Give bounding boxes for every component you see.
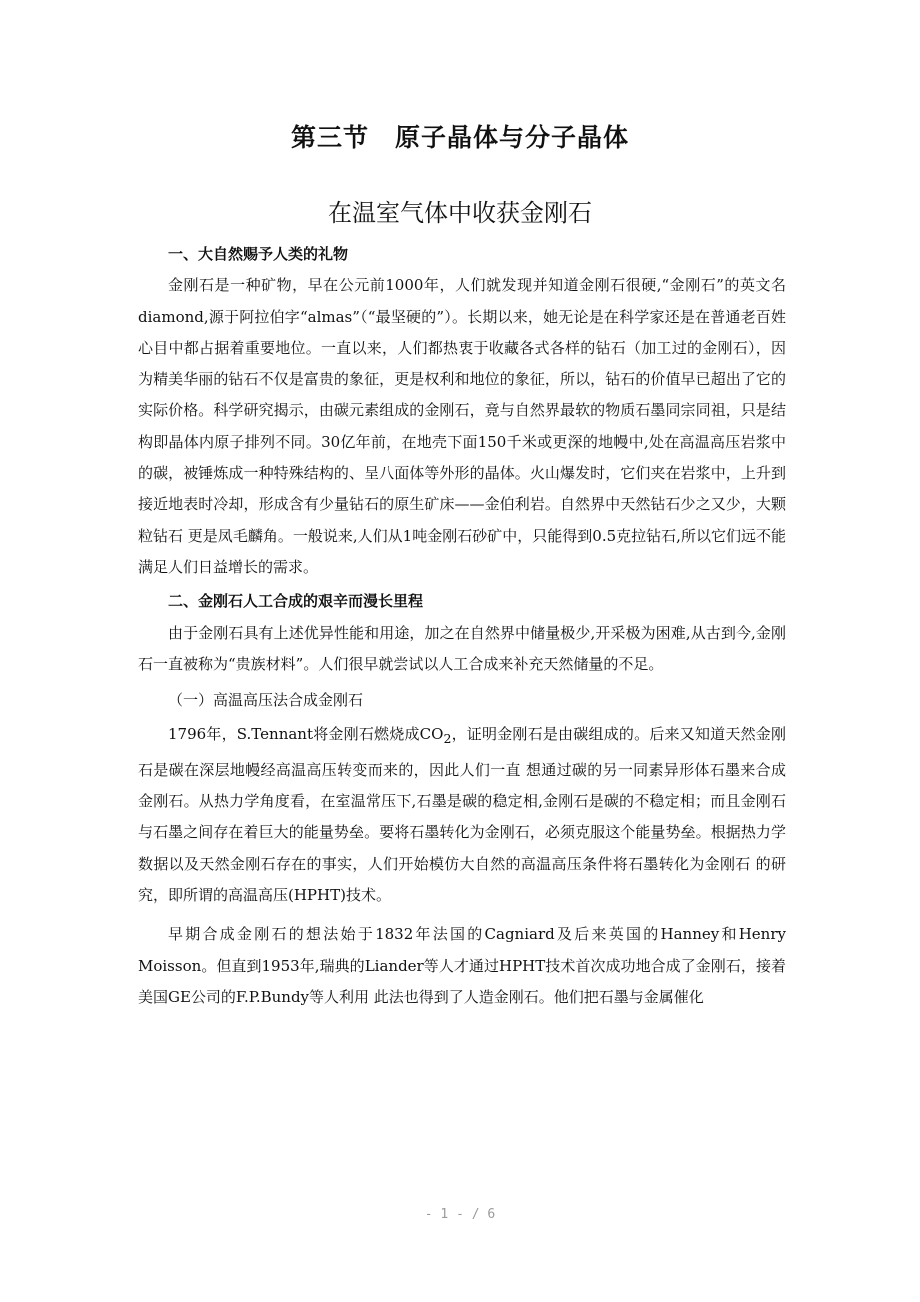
paragraph-early-synthesis: 早期合成金刚石的想法始于1832年法国的Cagniard及后来英国的Hanney和Henry Moisson。但直到1953年,瑞典的Liander等人才通过HPHT技术首次成功地合成了金刚石，接着美国GE公司的F.P.Bundy等人利用 此法也得到了人造金刚石。他们把石墨与金属催化 bbox=[138, 925, 786, 1006]
paragraph-natural-diamond: 金刚石是一种矿物，早在公元前1000年，人们就发现并知道金刚石很硬,“金刚石”的英文名diamond,源于阿拉伯字“almas”（“最坚硬的”）。长期以来，她无论是在科学家还是在普通老百姓心目中都占据着重要地位。一直以来，人们都热衷于收藏各式各样的钻石（加工过的金刚石），因为精美华丽的钻石不仅是富贵的象征，更是权利和地位的象征，所以，钻石的价值早已超出了它的实际价格。科学研究揭示，由碳元素组成的金刚石，竟与自然界最软的物质石墨同宗同祖，只是结构即晶体内原子排列不同。30亿年前，在地壳下面150千米或更深的地幔中,处在高温高压岩浆中的碳，被锤炼成一种特殊结构的、呈八面体等外形的晶体。火山爆发时，它们夹在岩浆中，上升到接近地表时冷却，形成含有少量钻石的原生矿床——金伯利岩。自然界中天然钻石少之又少，大颗粒钻石 更是凤毛麟角。一般说来,人们从1吨金刚石砂矿中，只能得到0.5克拉钻石,所以它们远不能满足人们日益增长的需求。 bbox=[138, 276, 786, 576]
document-body bbox=[138, 235, 786, 1013]
paragraph-text-part: ，证明金刚石是由碳组成的。后来又知道天然金刚石是碳在深层地幔经高温高压转变而来的，因此人们一直 想通过碳的另一同素异形体石墨来合成金刚石。从热力学角度看，在室温常压下,石墨是碳的稳定相,金刚石是碳的不稳定相；而且金刚石与石墨之间存在着巨大的能量势垒。要将石墨转化为金刚石，必须克服这个能量势垒。根据热力学数据以及天然金刚石存在的事实，人们开始模仿大自然的高温高压条件将石墨转化为金刚石 的研究，即所谓的高温高压(HPHT)技术。 bbox=[138, 725, 786, 904]
paragraph-hpht-history bbox=[138, 719, 786, 911]
paragraph-synthesis-intro: 由于金刚石具有上述优异性能和用途，加之在自然界中储量极少,开采极为困难,从古到今,金刚石一直被称为“贵族材料”。人们很早就尝试以人工合成来补充天然储量的不足。 bbox=[138, 623, 786, 673]
article-subtitle: 在温室气体中收获金刚石 bbox=[328, 199, 592, 227]
subscript-2: 2 bbox=[443, 731, 452, 747]
section-heading-2: 二、金刚石人工合成的艰辛而漫长里程 bbox=[168, 592, 424, 611]
section-heading-1: 一、大自然赐予人类的礼物 bbox=[168, 245, 349, 263]
subsection-heading-hpht: （一）高温高压法合成金刚石 bbox=[168, 691, 364, 710]
page-number: - 1 - / 6 bbox=[424, 1207, 496, 1222]
page-title: 第三节 原子晶体与分子晶体 bbox=[290, 123, 629, 152]
paragraph-text-part: 1796年，S.Tennant将金刚石燃烧成CO bbox=[168, 725, 444, 744]
